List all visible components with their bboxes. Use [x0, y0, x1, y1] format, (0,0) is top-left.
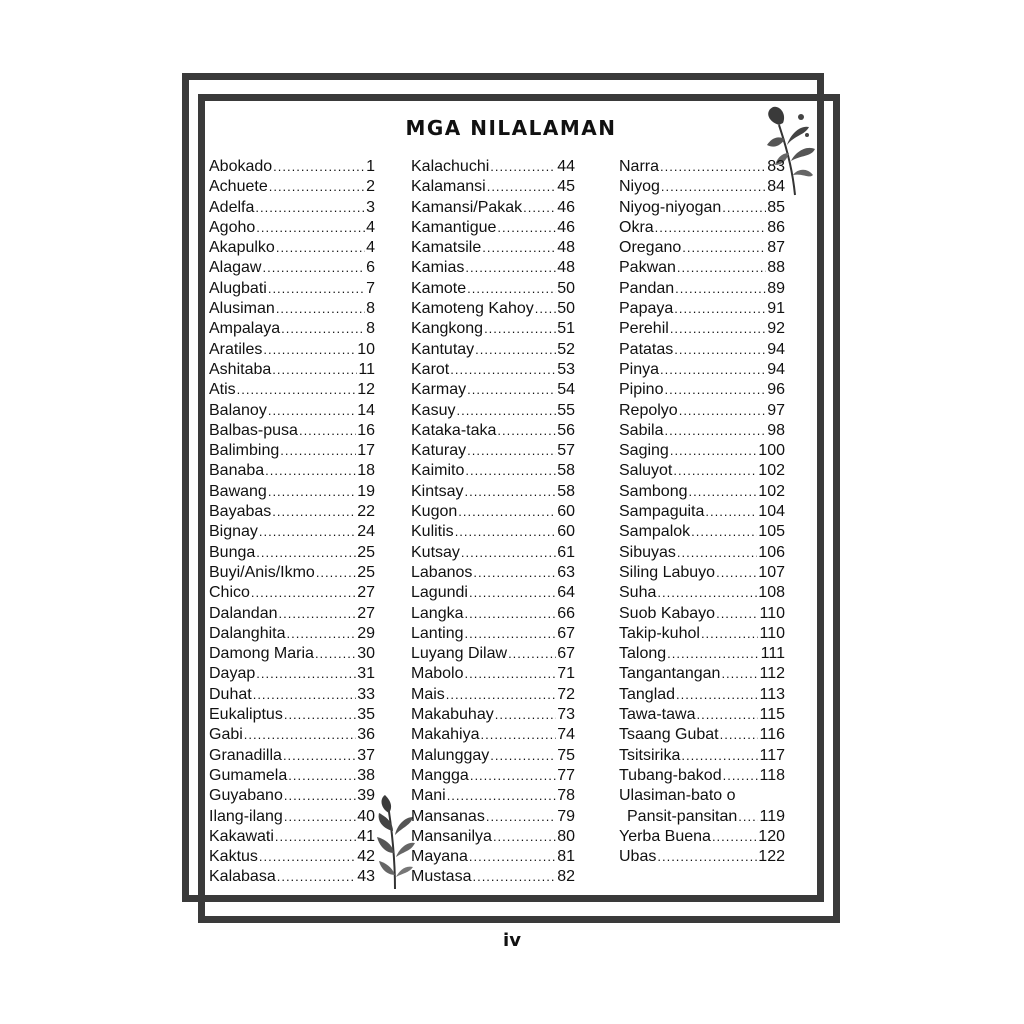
toc-entry[interactable]: Granadilla ..... 37 [209, 746, 375, 766]
toc-entry[interactable]: Kakawati ..... 41 [209, 827, 375, 847]
toc-entry[interactable]: Gumamela ..... 38 [209, 766, 375, 786]
toc-entry[interactable]: Ubas ..... 122 [619, 847, 785, 867]
toc-entry[interactable]: Sabila ..... 98 [619, 421, 785, 441]
toc-entry[interactable]: Kamansi/Pakak ..... 46 [411, 198, 575, 218]
toc-entry[interactable]: Chico ..... 27 [209, 583, 375, 603]
toc-entry[interactable]: Narra ..... 83 [619, 157, 785, 177]
toc-entry[interactable]: Kamantigue ..... 46 [411, 218, 575, 238]
toc-entry[interactable]: Pansit-pansitan ..... 119 [619, 807, 785, 827]
toc-entry[interactable]: Kamias ..... 48 [411, 258, 575, 278]
toc-entry[interactable]: Akapulko ..... 4 [209, 238, 375, 258]
toc-entry[interactable]: Pakwan ..... 88 [619, 258, 785, 278]
toc-entry[interactable]: Eukaliptus ..... 35 [209, 705, 375, 725]
toc-entry[interactable]: Atis ..... 12 [209, 380, 375, 400]
toc-entry[interactable]: Tsaang Gubat ..... 116 [619, 725, 785, 745]
toc-entry[interactable]: Perehil ..... 92 [619, 319, 785, 339]
toc-entry[interactable]: Suob Kabayo ..... 110 [619, 604, 785, 624]
toc-entry[interactable]: Sampaguita ..... 104 [619, 502, 785, 522]
toc-entry[interactable]: Oregano ..... 87 [619, 238, 785, 258]
toc-entry[interactable]: Sampalok ..... 105 [619, 522, 785, 542]
toc-entry[interactable]: Alagaw ..... 6 [209, 258, 375, 278]
toc-entry[interactable]: Alusiman ..... 8 [209, 299, 375, 319]
toc-column-2 [411, 157, 575, 888]
toc-entry[interactable]: Mabolo ..... 71 [411, 664, 575, 684]
toc-entry[interactable]: Tawa-tawa ..... 115 [619, 705, 785, 725]
toc-entry[interactable]: Mais ..... 72 [411, 685, 575, 705]
toc-entry[interactable]: Langka ..... 66 [411, 604, 575, 624]
toc-entry[interactable]: Karmay ..... 54 [411, 380, 575, 400]
toc-entry[interactable]: Mayana ..... 81 [411, 847, 575, 867]
toc-entry[interactable]: Mani ..... 78 [411, 786, 575, 806]
toc-entry[interactable]: Mansanas ..... 79 [411, 807, 575, 827]
toc-entry[interactable]: Saging ..... 100 [619, 441, 785, 461]
toc-entry[interactable]: Talong ..... 111 [619, 644, 785, 664]
toc-entry[interactable]: Bignay ..... 24 [209, 522, 375, 542]
toc-entry[interactable]: Kalabasa ..... 43 [209, 867, 375, 887]
toc-entry[interactable]: Tanglad ..... 113 [619, 685, 785, 705]
leaf-sprig-icon [375, 795, 415, 891]
toc-entry[interactable]: Patatas ..... 94 [619, 340, 785, 360]
toc-entry[interactable]: Suha ..... 108 [619, 583, 785, 603]
toc-entry[interactable]: Kangkong ..... 51 [411, 319, 575, 339]
toc-entry[interactable]: Mustasa ..... 82 [411, 867, 575, 887]
toc-entry[interactable]: Kaimito ..... 58 [411, 461, 575, 481]
toc-entry[interactable]: Niyog ..... 84 [619, 177, 785, 197]
toc-entry[interactable]: Kugon ..... 60 [411, 502, 575, 522]
toc-entry[interactable]: Kalamansi ..... 45 [411, 177, 575, 197]
toc-entry[interactable]: Mangga ..... 77 [411, 766, 575, 786]
contents-page [205, 101, 817, 895]
toc-entry[interactable]: Malunggay ..... 75 [411, 746, 575, 766]
toc-entry[interactable]: Balimbing ..... 17 [209, 441, 375, 461]
toc-entry[interactable]: Pinya ..... 94 [619, 360, 785, 380]
toc-entry[interactable]: Kamatsile ..... 48 [411, 238, 575, 258]
toc-entry[interactable]: Pipino ..... 96 [619, 380, 785, 400]
toc-entry[interactable]: Karot ..... 53 [411, 360, 575, 380]
toc-entry[interactable]: Tsitsirika ..... 117 [619, 746, 785, 766]
toc-entry[interactable]: Lanting ..... 67 [411, 624, 575, 644]
toc-entry[interactable]: Dayap ..... 31 [209, 664, 375, 684]
toc-entry[interactable]: Makabuhay ..... 73 [411, 705, 575, 725]
toc-entry[interactable]: Kamoteng Kahoy ..... 50 [411, 299, 575, 319]
toc-entry[interactable]: Ilang-ilang ..... 40 [209, 807, 375, 827]
toc-entry[interactable]: Siling Labuyo ..... 107 [619, 563, 785, 583]
toc-entry[interactable]: Repolyo ..... 97 [619, 401, 785, 421]
toc-entry[interactable]: Labanos ..... 63 [411, 563, 575, 583]
toc-entry[interactable]: Mansanilya ..... 80 [411, 827, 575, 847]
toc-entry[interactable]: Guyabano ..... 39 [209, 786, 375, 806]
toc-entry[interactable]: Dalanghita ..... 29 [209, 624, 375, 644]
toc-entry[interactable]: Kataka-taka ..... 56 [411, 421, 575, 441]
toc-entry[interactable]: Agoho ..... 4 [209, 218, 375, 238]
toc-entry[interactable]: Tangantangan ..... 112 [619, 664, 785, 684]
toc-entry[interactable]: Takip-kuhol ..... 110 [619, 624, 785, 644]
toc-column-3 [619, 157, 785, 867]
toc-entry[interactable]: Duhat ..... 33 [209, 685, 375, 705]
toc-entry[interactable]: Banaba ..... 18 [209, 461, 375, 481]
toc-entry[interactable]: Lagundi ..... 64 [411, 583, 575, 603]
toc-entry[interactable]: Dalandan ..... 27 [209, 604, 375, 624]
toc-entry[interactable]: Adelfa ..... 3 [209, 198, 375, 218]
toc-column-1 [209, 157, 375, 888]
toc-entry[interactable]: Ashitaba ..... 11 [209, 360, 375, 380]
toc-entry[interactable]: Buyi/Anis/Ikmo ..... 25 [209, 563, 375, 583]
toc-entry[interactable]: Kutsay ..... 61 [411, 543, 575, 563]
toc-entry[interactable]: Ulasiman-bato o [619, 787, 736, 805]
toc-entry[interactable]: Kintsay ..... 58 [411, 482, 575, 502]
toc-entry[interactable]: Bayabas ..... 22 [209, 502, 375, 522]
toc-entry[interactable]: Luyang Dilaw ..... 67 [411, 644, 575, 664]
toc-entry[interactable]: Kamote ..... 50 [411, 279, 575, 299]
toc-entry[interactable]: Yerba Buena ..... 120 [619, 827, 785, 847]
toc-entry[interactable]: Kaktus ..... 42 [209, 847, 375, 867]
toc-entry[interactable]: Papaya ..... 91 [619, 299, 785, 319]
toc-entry[interactable]: Ampalaya ..... 8 [209, 319, 375, 339]
toc-entry[interactable]: Achuete ..... 2 [209, 177, 375, 197]
toc-entry[interactable]: Kantutay ..... 52 [411, 340, 575, 360]
toc-entry[interactable]: Bunga ..... 25 [209, 543, 375, 563]
toc-entry[interactable]: Aratiles ..... 10 [209, 340, 375, 360]
toc-entry[interactable]: Sibuyas ..... 106 [619, 543, 785, 563]
toc-entry[interactable]: Damong Maria ..... 30 [209, 644, 375, 664]
toc-entry[interactable]: Makahiya ..... 74 [411, 725, 575, 745]
toc-entry[interactable]: Gabi ..... 36 [209, 725, 375, 745]
toc-entry[interactable]: Sambong ..... 102 [619, 482, 785, 502]
toc-entry[interactable]: Abokado ..... 1 [209, 157, 375, 177]
toc-entry[interactable]: Alugbati ..... 7 [209, 279, 375, 299]
toc-entry[interactable]: Pandan ..... 89 [619, 279, 785, 299]
toc-entry[interactable]: Kasuy ..... 55 [411, 401, 575, 421]
page-number: iv [503, 930, 521, 951]
page-title: MGA NILALAMAN [405, 116, 617, 140]
toc-entry[interactable]: Kalachuchi ..... 44 [411, 157, 575, 177]
toc-entry[interactable]: Niyog-niyogan ..... 85 [619, 198, 785, 218]
toc-entry[interactable]: Tubang-bakod ..... 118 [619, 766, 785, 786]
toc-entry[interactable]: Kulitis ..... 60 [411, 522, 575, 542]
toc-entry[interactable]: Katuray ..... 57 [411, 441, 575, 461]
toc-entry[interactable]: Balanoy ..... 14 [209, 401, 375, 421]
toc-entry[interactable]: Bawang ..... 19 [209, 482, 375, 502]
toc-entry[interactable]: Balbas-pusa ..... 16 [209, 421, 375, 441]
toc-entry[interactable]: Saluyot ..... 102 [619, 461, 785, 481]
toc-entry[interactable]: Okra ..... 86 [619, 218, 785, 238]
